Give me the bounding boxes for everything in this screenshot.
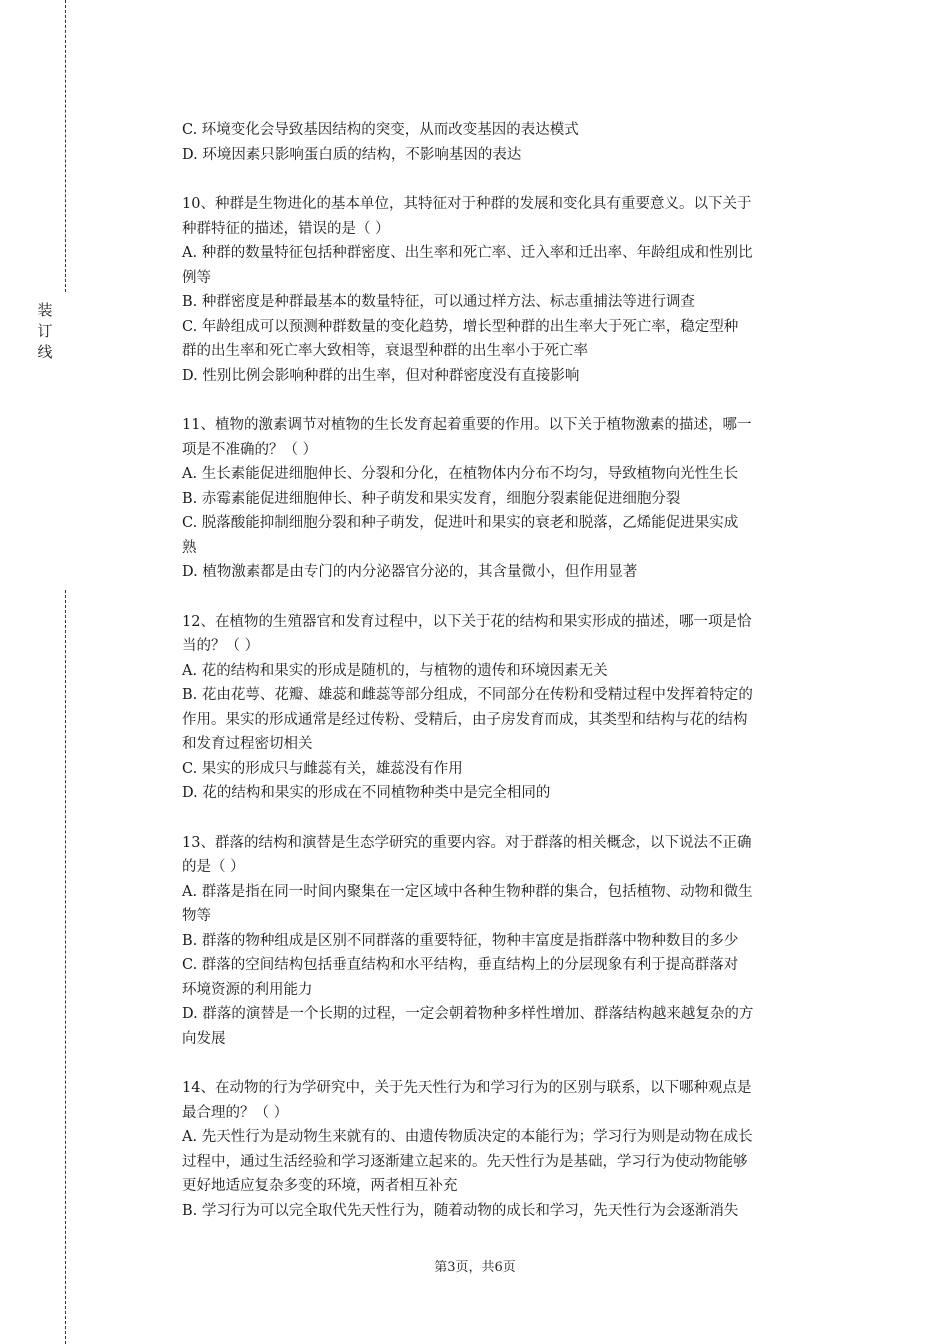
question-content [182,118,842,1223]
option-line: A. 花的结构和果实的形成是随机的，与植物的遗传和环境因素无关 [182,662,608,679]
question-stem: 13、群落的结构和演替是生态学研究的重要内容。对于群落的相关概念，以下说法不正确 [182,834,752,851]
option-line: B. 赤霉素能促进细胞伸长、种子萌发和果实发育，细胞分裂素能促进细胞分裂 [182,490,681,507]
option-line: 物等 [182,908,211,924]
binding-char: 线 [37,343,53,361]
option-line: D. 性别比例会影响种群的出生率，但对种群密度没有直接影响 [182,367,580,384]
question-block-13 [182,831,842,1052]
binding-char: 装 [37,301,53,319]
question-stem: 当的？（ ） [182,638,260,654]
option-line: A. 种群的数量特征包括种群密度、出生率和死亡率、迁入率和迁出率、年龄组成和性别比 [182,245,753,261]
binding-char: 订 [37,322,53,340]
question-stem: 种群特征的描述，错误的是（ ） [182,220,390,237]
option-line: 熟 [182,539,197,556]
binding-label [34,300,56,363]
question-stem: 的是（ ） [182,859,245,875]
option-line: C. 脱落酸能抑制细胞分裂和种子萌发，促进叶和果实的衰老和脱落，乙烯能促进果实成 [182,515,739,531]
binding-dashed-line-top [65,0,66,292]
option-line: C. 群落的空间结构包括垂直结构和水平结构，垂直结构上的分层现象有利于提高群落对 [182,957,739,973]
option-line: D. 植物激素都是由专门的内分泌器官分泌的，其含量微小，但作用显著 [182,564,638,580]
option-line: 和发育过程密切相关 [182,736,313,752]
option-line: 群的出生率和死亡率大致相等，衰退型种群的出生率小于死亡率 [182,343,588,359]
option-line: 例等 [182,269,211,286]
binding-dashed-line-bottom [65,590,66,1344]
option-line: D. 群落的演替是一个长期的过程，一定会朝着物种多样性增加、群落结构越来越复杂的方 [182,1006,754,1022]
option-line: C. 年龄组成可以预测种群数量的变化趋势，增长型种群的出生率大于死亡率，稳定型种 [182,318,739,335]
question-stem: 最合理的？（ ） [182,1104,289,1121]
option-line: C. 环境变化会导致基因结构的突变，从而改变基因的表达模式 [182,122,579,138]
question-block-14 [182,1076,842,1223]
question-block-9-tail [182,118,842,167]
question-stem: 11、植物的激素调节对植物的生长发育起着重要的作用。以下关于植物激素的描述，哪一 [182,417,752,433]
option-line: B. 花由花萼、花瓣、雄蕊和雌蕊等部分组成，不同部分在传粉和受精过程中发挥着特定的 [182,687,753,703]
question-block-12 [182,610,842,806]
option-line: B. 种群密度是种群最基本的数量特征，可以通过样方法、标志重捕法等进行调查 [182,294,695,310]
option-line: A. 群落是指在同一时间内聚集在一定区域中各种生物种群的集合，包括植物、动物和微生 [182,883,753,900]
question-stem: 项是不准确的？（ ） [182,441,318,458]
option-line: A. 先天性行为是动物生来就有的、由遗传物质决定的本能行为；学习行为则是动物在成长 [182,1129,753,1145]
option-line: 作用。果实的形成通常是经过传粉、受精后，由子房发育而成，其类型和结构与花的结构 [182,711,748,728]
question-block-11 [182,413,842,585]
option-line: D. 环境因素只影响蛋白质的结构，不影响基因的表达 [182,146,522,163]
option-line: 向发展 [182,1030,226,1047]
option-line: A. 生长素能促进细胞伸长、分裂和分化，在植物体内分布不均匀，导致植物向光性生长 [182,466,739,482]
question-stem: 10、种群是生物进化的基本单位，其特征对于种群的发展和变化具有重要意义。以下关于 [182,196,752,212]
option-line: D. 花的结构和果实的形成在不同植物种类中是完全相同的 [182,785,551,801]
question-stem: 12、在植物的生殖器官和发育过程中，以下关于花的结构和果实形成的描述，哪一项是恰 [182,613,752,630]
question-stem: 14、在动物的行为学研究中，关于先天性行为和学习行为的区别与联系，以下哪种观点是 [182,1080,752,1096]
option-line: 更好地适应复杂多变的环境，两者相互补充 [182,1178,458,1194]
option-line: B. 学习行为可以完全取代先天性行为，随着动物的成长和学习，先天性行为会逐渐消失 [182,1202,739,1219]
option-line: 过程中，通过生活经验和学习逐渐建立起来的。先天性行为是基础，学习行为使动物能够 [182,1153,748,1170]
option-line: B. 群落的物种组成是区别不同群落的重要特征，物种丰富度是指群落中物种数目的多少 [182,932,739,949]
page-number-footer: 第3页，共6页 [434,1260,516,1275]
option-line: C. 果实的形成只与雌蕊有关，雄蕊没有作用 [182,760,463,777]
option-line: 环境资源的利用能力 [182,981,313,998]
question-block-10 [182,192,842,388]
